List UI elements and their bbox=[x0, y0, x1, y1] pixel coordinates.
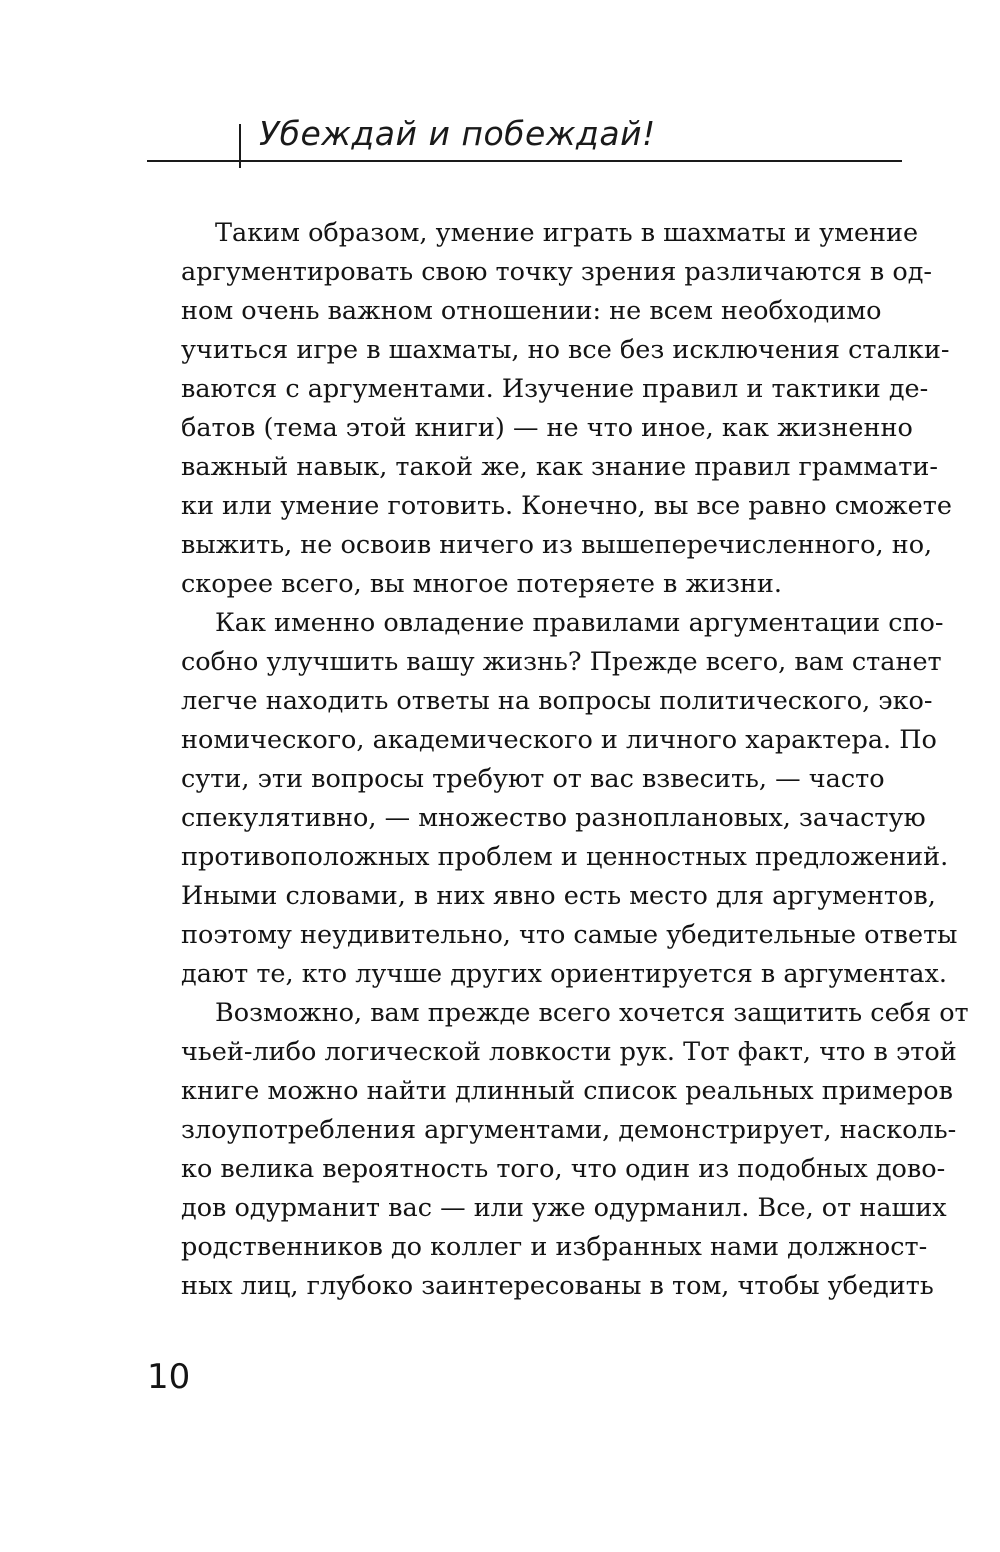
paragraph-3 bbox=[181, 994, 969, 1306]
body-text bbox=[181, 214, 969, 1306]
text-line: Возможно, вам прежде всего хочется защитить себя от bbox=[215, 998, 969, 1028]
text-line: дов одурманит вас — или уже одурманил. Все, от наших bbox=[181, 1193, 947, 1223]
text-line: родственников до коллег и избранных нами должност- bbox=[181, 1232, 928, 1262]
text-line: Иными словами, в них явно есть место для аргументов, bbox=[181, 881, 936, 911]
text-line: учиться игре в шахматы, но все без исключения сталки- bbox=[181, 335, 950, 365]
text-line: аргументировать свою точку зрения различаются в од- bbox=[181, 257, 933, 287]
text-line: ко велика вероятность того, что один из подобных дово- bbox=[181, 1154, 946, 1184]
text-line: легче находить ответы на вопросы политического, эко- bbox=[181, 686, 933, 716]
text-line: скорее всего, вы многое потеряете в жизни. bbox=[181, 569, 782, 599]
text-line: ном очень важном отношении: не всем необходимо bbox=[181, 296, 882, 326]
text-line: дают те, кто лучше других ориентируется в аргументах. bbox=[181, 959, 947, 989]
paragraph-2 bbox=[181, 604, 958, 994]
page-number: 10 bbox=[147, 1357, 191, 1397]
text-line: поэтому неудивительно, что самые убедительные ответы bbox=[181, 920, 958, 950]
running-head bbox=[147, 110, 902, 162]
text-line: номического, академического и личного характера. По bbox=[181, 725, 937, 755]
text-line: выжить, не освоив ничего из вышеперечисленного, но, bbox=[181, 530, 933, 560]
text-line: чьей-либо логической ловкости рук. Тот факт, что в этой bbox=[181, 1037, 957, 1067]
paragraph-1 bbox=[181, 214, 952, 604]
text-line: сути, эти вопросы требуют от вас взвесить, — часто bbox=[181, 764, 885, 794]
text-line: противоположных проблем и ценностных предложений. bbox=[181, 842, 949, 872]
text-line: Как именно овладение правилами аргументации спо- bbox=[215, 608, 944, 638]
running-head-rule bbox=[147, 160, 902, 162]
text-line: важный навык, такой же, как знание правил граммати- bbox=[181, 452, 939, 482]
text-line: книге можно найти длинный список реальных примеров bbox=[181, 1076, 953, 1106]
text-line: ки или умение готовить. Конечно, вы все равно сможете bbox=[181, 491, 952, 521]
text-line: собно улучшить вашу жизнь? Прежде всего, вам станет bbox=[181, 647, 942, 677]
text-line: Таким образом, умение играть в шахматы и умение bbox=[215, 218, 919, 248]
text-line: ваются с аргументами. Изучение правил и тактики де- bbox=[181, 374, 929, 404]
text-line: спекулятивно, — множество разноплановых, зачастую bbox=[181, 803, 926, 833]
text-line: батов (тема этой книги) — не что иное, как жизненно bbox=[181, 413, 913, 443]
text-line: злоупотребления аргументами, демонстрирует, насколь- bbox=[181, 1115, 957, 1145]
running-head-title: Убеждай и побеждай! bbox=[259, 114, 656, 153]
text-line: ных лиц, глубоко заинтересованы в том, чтобы убедить bbox=[181, 1271, 934, 1301]
